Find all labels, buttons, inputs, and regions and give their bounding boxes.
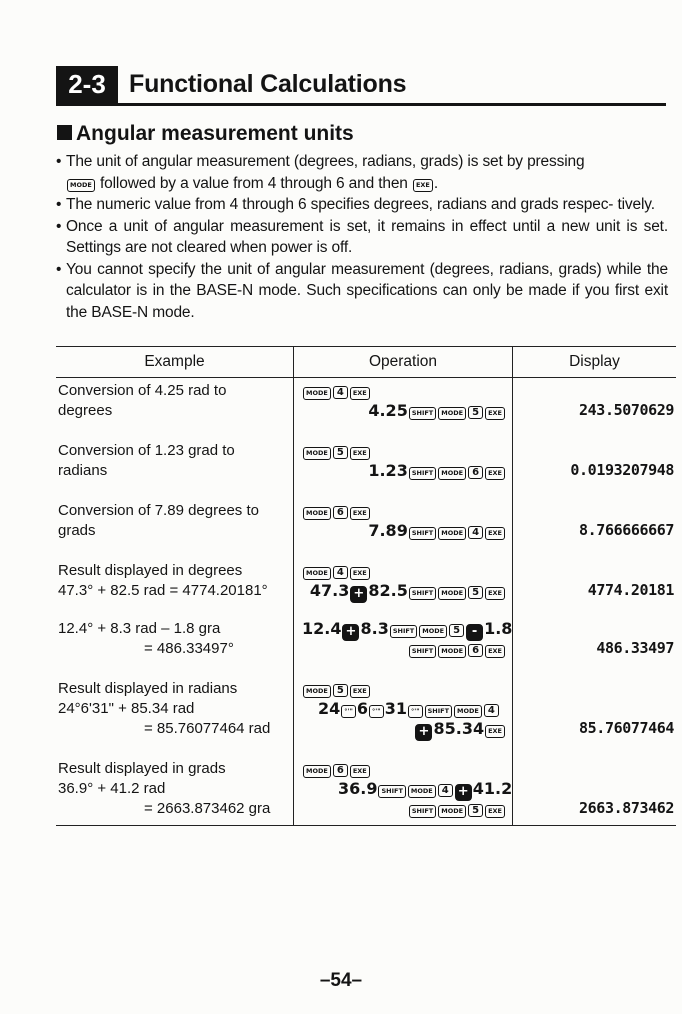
display-value: 243.5070629 — [579, 401, 674, 419]
table-row: Result displayed in radians 24°6'31" + 85.34 rad = 85.76077464 rad MODE 5 EXE 24 °'" 6 °'" 31 °'" SHIFT MODE 4 + 85.34 EXE 85.76077464 — [56, 676, 676, 756]
section-title: Functional Calculations — [129, 70, 407, 98]
section-header — [56, 66, 666, 106]
page-number: –54– — [319, 970, 363, 991]
header-rule — [56, 103, 666, 106]
display-value: 0.0193207948 — [570, 460, 674, 479]
table-row: Result displayed in degrees 47.3° + 82.5 rad = 4774.20181° MODE 4 EXE 47.3 + 82.5 SHIFT MODE 5 EXE 4774.20181 — [56, 558, 676, 616]
bullet-1: • The unit of angular measurement (degrees, radians, grads) is set by pressing MODE followed by a value from 4 through 6 and then EXE . — [56, 153, 585, 192]
header-display: Display — [513, 347, 677, 378]
bullet-list — [56, 151, 668, 323]
bullet-2: • The numeric value from 4 through 6 specifies degrees, radians and grads respec- tively. — [56, 196, 655, 213]
bullet-1-text-b: followed by a value from 4 through 6 and then — [100, 174, 408, 192]
display-value: 4774.20181 — [587, 580, 674, 599]
header-example: Example — [56, 347, 294, 378]
display-value: 8.766666667 — [579, 520, 674, 539]
exe-key-icon: EXE — [413, 179, 433, 192]
section-number: 2-3 — [56, 66, 118, 103]
table-row: Conversion of 7.89 degrees to grads MODE 6 EXE 7.89 SHIFT MODE 4 EXE 8.766666667 — [56, 498, 676, 558]
bullet-3: • Once a unit of angular measurement is set, it remains in effect until a new unit is set. Settings are not cleared when power is off. — [56, 217, 668, 256]
mode-key-icon: MODE — [67, 179, 95, 192]
table-row: Conversion of 1.23 grad to radians MODE 5 EXE 1.23 SHIFT MODE 6 EXE 0.0193207948 — [56, 438, 676, 498]
bullet-1-text-a: The unit of angular measurement (degrees, radians, grads) is set by pressing — [66, 153, 585, 170]
display-value: 486.33497 — [596, 638, 674, 657]
bullet-4: • You cannot specify the unit of angular measurement (degrees, radians, grads) while the calculator is in the BASE-N mode. Such specifications can only be made if you first exit the BASE-N mode. — [56, 260, 668, 321]
header-operation: Operation — [294, 347, 513, 378]
subheading-text: Angular measurement units — [76, 122, 354, 145]
subheading — [57, 122, 354, 146]
table-row: Result displayed in grads 36.9° + 41.2 rad = 2663.873462 gra MODE 6 EXE 36.9 SHIFT MODE 4 + 41.2 SHIFT MODE 5 EXE 2663.873462 — [56, 756, 676, 826]
display-value: 2663.873462 — [579, 798, 674, 817]
table-row: Conversion of 4.25 rad to degrees MODE 4 EXE 4.25 SHIFT MODE 5 EXE 243.5070629 — [56, 378, 676, 438]
examples-table — [56, 346, 676, 826]
table-row: 12.4° + 8.3 rad – 1.8 gra = 486.33497° 12.4 + 8.3 SHIFT MODE 5 - 1.8 SHIFT MODE 6 EXE 486.33497 — [56, 616, 676, 676]
square-bullet-icon — [57, 125, 72, 140]
display-value: 85.76077464 — [579, 718, 674, 737]
